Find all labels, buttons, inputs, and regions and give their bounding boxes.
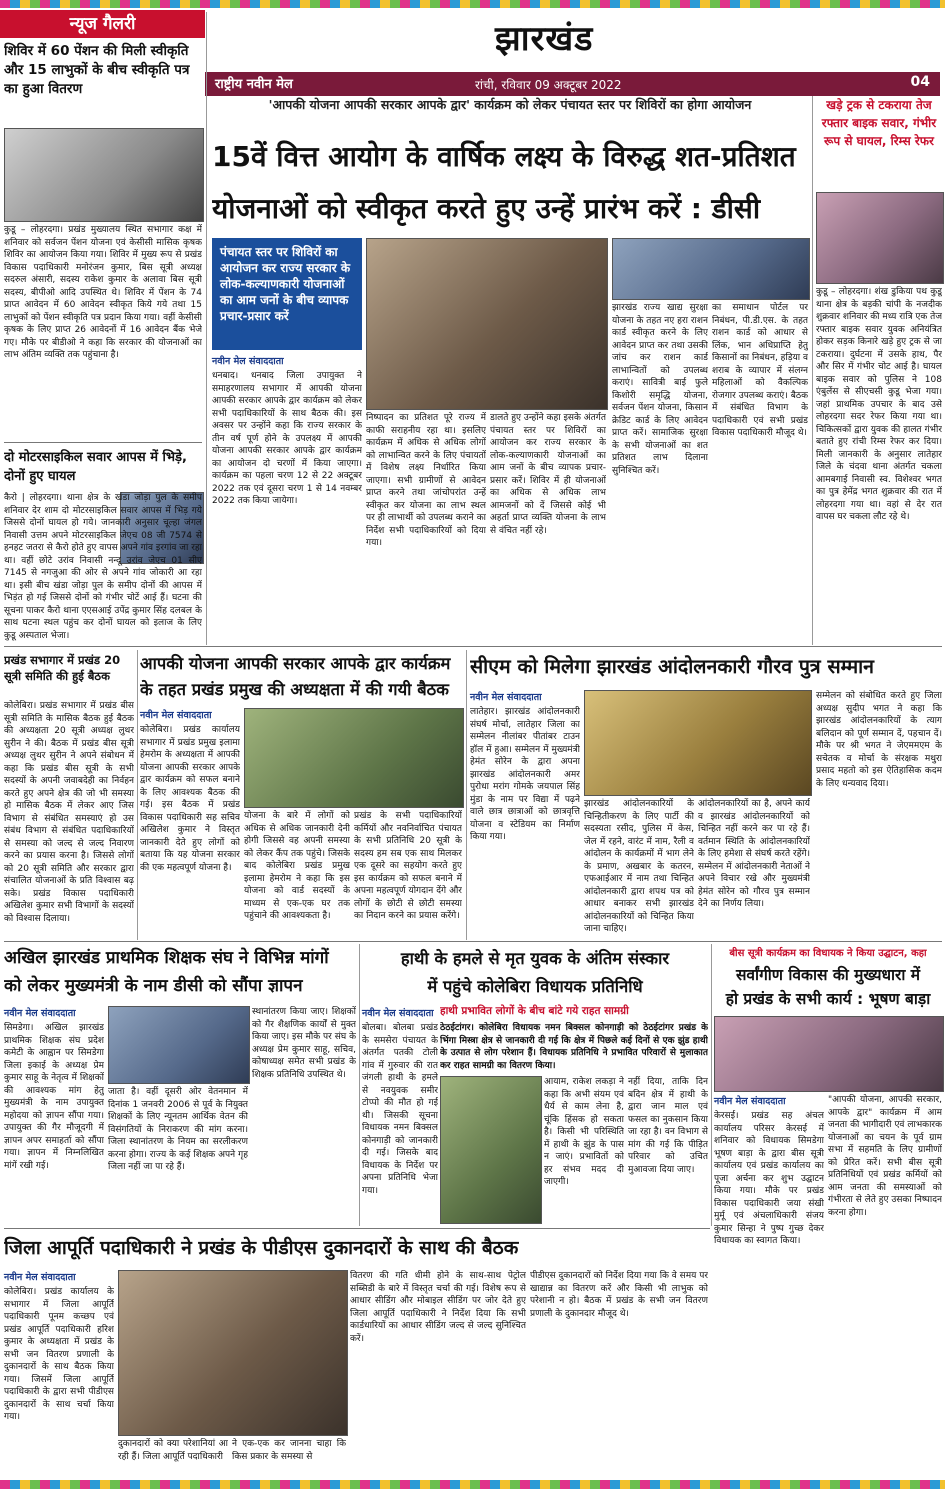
band4-rule	[4, 1228, 710, 1229]
band2-rule-b	[466, 650, 467, 940]
band2a-body: कोलेबिरा। प्रखंड सभागार में प्रखंड बीस सूत्री समिति के मासिक बैठक हुई बैठक की अध्यक्षता 20 सूत्री अध्यक्ष लुथर सुरीन ने की। बैठक में प्रखंड बीस सूत्री अध्यक्ष लुथर सुरीन ने अपने संबोधन में कहा कि प्रखंड बीस सूत्री के सभी सदस्यों के अपनी जवाबदेही का निर्वहन करते हुए अपने क्षेत्र की जो भी समस्या हो मासिक बैठक में लेकर आए जिस विभाग से संबंधित समस्याएं हो उस संबंध विभाग से संबंधित पदाधिकारियों से समस्या को जल्द से जल्द निवारण करने का प्रयास करना है। जिससे लोगों को 20 सूत्री समिति और सरकार द्वारा संचालित योजनाओं के प्रति विश्वास बढ़ सके। प्रखंड विकास पदाधिकारी अखिलेश कुमार सभी विभागों के सदस्यों को विश्वास दिलाया।	[4, 701, 134, 924]
band2b-headline-line1: आपकी योजना आपकी सरकार आपके द्वार कार्यक्रम	[140, 654, 451, 673]
band3c-photo	[714, 1016, 944, 1092]
lead-byline: नवीन मेल संवाददाता	[212, 356, 284, 367]
news-gallery-banner: न्यूज गैलरी	[0, 10, 205, 38]
band3b-col1: बोलबा। बोलबा प्रखंड के समसेरा पंचायत के अंतर्गत पतकी टोली गांव में गुरुवार की रात जंगली हाथी के हमले से नवयुवक समीर टोप्पो की मौत हो गई थी। जिसकी सूचना विधायक नमन बिक्सल कोनगाड़ी को जानकारी दी गई। जिसके बाद विधायक के निर्देश पर अपना प्रतिनिधि भेजा गया।	[362, 1023, 438, 1196]
band3c-byline: नवीन मेल संवाददाता	[714, 1096, 786, 1107]
masthead	[205, 10, 940, 90]
band3b-byline: नवीन मेल संवाददाता	[362, 1008, 434, 1019]
band2c-photo	[584, 690, 812, 796]
lead-col1: धनबाद। धनबाद जिला उपायुक्त ने समाहरणालय सभागार में आपकी योजना आपकी सरकार आपके द्वार कार्यक्रम को लेकर सभी पदाधिकारियों के साथ बैठक की। इस अवसर पर उन्होंने कहा कि राज्य सरकार के तीन वर्ष पूर्ण होने के उपलक्ष्य में आपकी योजना आपकी सरकार आपके द्वार कार्यक्रम का आयोजन दो चरणों में किया जाएगा। कार्यक्रम का पहला चरण 12 से 22 अक्टूबर 2022 तक एवं दूसरा चरण 1 से 14 नवम्बर 2022 तक किया जायेगा।	[212, 371, 362, 506]
lead-headline-line1: 15वें वित्त आयोग के वार्षिक लक्ष्य के विरुद्ध शत-प्रतिशत	[212, 140, 796, 173]
band2b-col2: योजना के बारे में लोगों को अधिक से अधिक जानकारी देनी होगी जिससे वह अपनी समस्या को लेकर कैंप तक पहुंचे। जिसके बाद कोलेबिरा प्रखंड प्रमुख इलामा हेमरोम ने कहा कि इस योजना को वार्ड सदस्यों के माध्यम से एक-एक घर तक पहुंचाने की आवश्यकता है।	[244, 811, 350, 921]
band2b-photo	[244, 708, 464, 808]
band2b-col1: कोलेबिरा। प्रखंड कार्यालय सभागार में प्रखंड प्रमुख इलामा हेमरोम के अध्यक्षता में आपकी योजना आपकी सरकार आपके द्वार कार्यक्रम को सफल बनाने के लिए आवश्यक बैठक की गई। इस बैठक में प्रखंड विकास पदाधिकारी सह सचिव अखिलेश कुमार ने विस्तृत जानकारी देते हुए लोगों को बताया कि यह योजना सरकार की एक महत्वपूर्ण योजना है।	[140, 725, 240, 873]
band3c-headline-line2: हो प्रखंड के सभी कार्य : भूषण बाड़ा	[725, 990, 931, 1008]
band3b-headline-line1: हाथी के हमले से मृत युवक के अंतिम संस्कार	[400, 949, 670, 968]
left-story1-photo	[4, 128, 204, 222]
lead-col2: निष्पादन का प्रतिशत पूरे राज्य में काफी सराहनीय रहा था। इसलिए कार्यक्रम में अधिक से अधिक लोगों को लाभान्वित करने के लिए पंचायतों में विशेष लक्ष्य निर्धारित किया जाएगा। सभी ग्रामीणों से आवेदन प्राप्त करने तथा जांचोपरांत उन्हें स्वीकृत कर योजना का लाभ स्थल पर ही लाभार्थी को उपलब्ध कराने का निर्देश सभी पदाधिकारियों को दिया गया।	[366, 413, 486, 548]
lead-headline-line2: योजनाओं को स्वीकृत करते हुए उन्हें प्रारंभ करें : डीसी	[212, 192, 761, 225]
right-top-photo	[816, 192, 944, 284]
band2b-byline: नवीन मेल संवाददाता	[140, 710, 212, 721]
band3c-headline-line1: सर्वांगीण विकास की मुख्यधारा में	[735, 966, 921, 984]
left-story1-headline: शिविर में 60 पेंशन की मिली स्वीकृति और 15 लाभुकों के बीच स्वीकृति पत्र का हुआ वितरण	[4, 43, 190, 97]
lead-col3: डालते हुए उन्होंने कहा इसके अंतर्गत पंचायत स्तर पर शिविरों का आयोजन कर राज्य सरकार के लोक-कल्याणकारी योजनाओं का आम जनों के बीच व्यापक प्रचार-प्रसार करें। शिविर में ही योजनाओं का अधिक से अधिक लाभ आमजनों को दें जिससे कोई भी अहर्ता प्राप्त व्यक्ति योजना के लाभ से वंचित नहीं रहे।	[490, 413, 606, 536]
right-top-headline: खड़े ट्रक से टकराया तेज रफ्तार बाइक सवार, गंभीर रूप से घायल, रिम्स रेफर	[821, 98, 937, 148]
band2c-col4: सम्मेलन को संबोधित करते हुए जिला अध्यक्ष सुदीप भगत ने कहा कि झारखंड आंदोलनकारियों के त्याग बलिदान को पूर्ण सम्मान दें, पहचान दें। मौके पर श्री भगत ने जेएममएम के सचेतक व मोर्चा के संरक्षक मथुरा प्रसाद महतो को इस ऐतिहासिक कदम के लिए धन्यवाद दिया।	[816, 691, 942, 789]
right-top-body: कुडू – लोहरदगा। शंख डुकिया पथ कुडू थाना क्षेत्र के बड़की चांपी के नजदीक शुक्रवार शनिवार की मध्य रात्रि एक तेज रफ्तार बाइक सवार युवक अनियंत्रित होकर सड़क किनारे खड़े हुए ट्रक से जा टकराया। दुर्घटना में उसके हाथ, पैर और सिर में गंभीर चोट आई है। घायल बाइक सवार को पुलिस ने 108 एंबुलेंस से सीएचसी कुडू भेजा गया। जहां प्राथमिक उपचार के बाद उसे लोहरदगा सदर रेफर किया गया था। चिकित्सकों द्वारा युवक की हालत गंभीर बताते हुए रांची रिम्स रेफर कर दिया। मिली जानकारी के अनुसार लातेहार जिले के चंदवा थाना अंतर्गत चकला आमबगाई निवासी स्व. विशेश्वर भगत का पुत्र हेमेंद्र भगत शुक्रवार की रात में लोहरदगा गया था। वहां से देर रात वापस घर चकला लौट रहे थे।	[816, 287, 942, 522]
band3-rule	[4, 941, 942, 942]
lead-col5: का समाधान पोर्टल पर निबंधन, पी.डी.एस. के तहत राशन कार्ड को आधार से लिंक, भान अधिप्राप्ति हेतु किसानों का निबंधन, हड़िया व शराब के व्यापार में संलग्न महिलाओं को वैकल्पिक रोजगार उपलब्ध कराएं। बैठक में संबंधित विभाग के पदाधिकारी एवं सभी प्रखंड विकास पदाधिकारी मौजूद थे।	[712, 303, 808, 438]
band4-headline: जिला आपूर्ति पदाधिकारी ने प्रखंड के पीडीएस दुकानदारों के साथ की बैठक	[4, 1237, 519, 1259]
band3a-col1: सिमडेगा। अखिल झारखंड प्राथमिक शिक्षक संघ प्रदेश कमेटी के आह्वान पर सिमडेगा जिला इकाई के अध्यक्ष प्रेम कुमार साहू के नेतृत्व में शिक्षकों की आवश्यक मांग हेतु मुख्यमंत्री के नाम उपायुक्त महोदया को ज्ञापन सौंपा गया। उपायुक्त की गैर मौजूदगी में ज्ञापन अपर समाहर्ता को सौंपा गया। ज्ञापन में निम्नलिखित मांगें रखी गई।	[4, 1023, 104, 1171]
band3b-col3: नहीं दिया, ताकि दिन बदिन क्षेत्र में हाथी के द्वारा जान माल एवं फसल का नुकसान किया जा रहा है। वन विभाग से मांग की गई कि पीड़ित परिवार को उचित मुआवजा दिया जाए।	[628, 1077, 708, 1175]
band4-byline: नवीन मेल संवाददाता	[4, 1272, 76, 1283]
band2c-byline: नवीन मेल संवाददाता	[470, 692, 542, 703]
band2a-headline: प्रखंड सभागार में प्रखंड 20 सूत्री समिति की हुई बैठक	[4, 653, 121, 683]
band3b-headline-line2: में पहुंचे कोलेबिरा विधायक प्रतिनिधि	[427, 977, 643, 996]
left-divider	[4, 442, 202, 443]
band3c-tagline: बीस सूत्री कार्यक्रम का विधायक ने किया उद्घाटन, कहा	[729, 948, 927, 959]
band4-col2: दुकानदारों को क्या परेशानियां आ रही हैं। जिला आपूर्ति पदाधिकारी	[118, 1439, 228, 1462]
lead-kicker: 'आपकी योजना आपकी सरकार आपके द्वार' कार्यक्रम को लेकर पंचायत स्तर पर शिविरों का होगा आयोजन	[268, 97, 752, 112]
band4-col1: कोलेबिरा। प्रखंड कार्यालय के सभागार में जिला आपूर्ति पदाधिकारी पूनम कच्छप एवं प्रखंड आपूर्ति पदाधिकारी हरिश कुमार के अध्यक्षता में प्रखंड के सभी जन वितरण प्रणाली के दुकानदारों के साथ बैठक किया गया। जिसमें जिला आपूर्ति पदाधिकारी के द्वारा सभी पीडीएस दुकानदारों के साथ चर्चा किया गया।	[4, 1287, 114, 1422]
band2-rule	[4, 646, 942, 647]
lead-photo	[366, 238, 608, 410]
band2c-headline: सीएम को मिलेगा झारखंड आंदोलनकारी गौरव पुत्र सम्मान	[470, 655, 875, 678]
band2c-col3: आंदोलनकारियों का है, अपने कार्य व झारखंड आंदोलनकारियों को चिन्हित नहीं करने कर पा रहे हैं। वर्तमान स्थिति के आंदोलनकारियों के लिए हमेशा से संघर्ष करते रहेंगे। सम्मेलन में आंदोलनकारी नेताओं ने अपने विचार रखे और मुख्यमंत्री हेमंत सोरेन को गौरव पुत्र सम्मान देने का निर्णय लिया।	[698, 799, 810, 909]
page-number: 04	[910, 74, 930, 90]
band3a-col2: जाता है। वहीं दूसरी ओर वेतनमान में दिनांक 1 जनवरी 2006 से पूर्व के नियुक्त शिक्षकों के लिए न्यूनतम आर्थिक वेतन की विसंगतियों के निराकरण की मांग करना। जिला स्थानांतरण के नियम का सरलीकरण करना होगा। राज्य के कई शिक्षक अपने गृह जिला नहीं जा पा रहे हैं।	[108, 1087, 248, 1172]
paper-name: राष्ट्रीय नवीन मेल	[215, 77, 293, 92]
right-column-rule	[812, 96, 813, 645]
left-story2-body: कैरो | लोहरदगा। थाना क्षेत्र के खंडा जोड़ा पुल के समीप शनिवार देर शाम दो मोटरसाइकिल सवार आपस में भिड़ गये जिससे दोनों घायल हो गये। जानकारी अनुसार चूल्हा जंगल निवासी उत्तम अपने मोटरसाइकिल जेएच 08 जी 7574 से हनहट जतरा से कैरो होते हुए वापस अपने गांव इरगांव जा रहा था। वहीं छोटे उरांव निवासी नन्दू उरांव जेएच 01 सीए 7145 से नगजुआ की ओर से अपने गांव जोकारी आ रहा था। इसी बीच खंडा जोड़ा पुल के समीप दोनों की आपस में भिड़ंत हो गई जिससे दोनों को गंभीर चोटें आई हैं। घटना की सूचना पाकर कैरो थाना एएसआई उपेंद्र कुमार सिंह दलबल के साथ घटना स्थल पहुंच कर दोनों घायल को इलाज के लिए कुडू अस्पताल भेजा।	[4, 493, 202, 641]
lead-col4: झारखंड राज्य खाद्य सुरक्षा योजना के तहत नए हरा राशन कार्ड स्वीकृत करने के लिए आवेदन प्राप्त कर तथा उसकी जांच कर राशन कार्ड लाभान्वितों को उपलब्ध कराएं। सावित्री बाई फुले किशोरी समृद्धि योजना, सर्वजन पेंशन योजना, किसान क्रेडिट कार्ड के लिए आवेदन प्राप्त करें। सामाजिक सुरक्षा के सभी योजनाओं का शत प्रतिशत लाभ दिलाना सुनिश्चित करें।	[612, 303, 708, 476]
band3a-photo	[108, 1006, 250, 1084]
band4-col4: वितरण की गति धीमी होने के साथ-साथ पेट्रोल सब्सिडी के बारे में विस्तृत चर्चा की गई। विशेष रूप से आधार सीडिंग और मोबाइल सीडिंग पर जोर देते हुए जिला आपूर्ति पदाधिकारी ने निर्देश दिया कि सभी कार्डधारियों का आधार सीडिंग जल्द से जल्द सुनिश्चित करें।	[350, 1271, 526, 1344]
band4-col5: पीडीएस दुकानदारों को निर्देश दिया गया कि वे समय पर खाद्यान्न का वितरण करें और किसी भी लाभुक को परेशानी न हो। बैठक में प्रखंड के सभी जन वितरण प्रणाली के दुकानदार मौजूद थे।	[530, 1271, 708, 1319]
top-color-strip	[0, 0, 945, 8]
band2-rule-a	[137, 650, 138, 940]
band3b-subhead: हाथी प्रभावित लोगों के बीच बांटे गये राहत सामग्री	[440, 1005, 629, 1017]
left-story2-headline: दो मोटरसाइकिल सवार आपस में भिड़े, दोनों हुए घायल	[4, 450, 187, 484]
band3b-lead: ठेठईटांगर। कोलेबिरा विधायक नमन बिक्सल कोनगाड़ी को ठेठईटांगर प्रखंड के भिंगा मिस्त्रा क्षेत्र से जानकारी दी गई कि क्षेत्र में पिछले कई दिनों से एक झुंड हाथी के उत्पात से लोग परेशान हैं। विधायक प्रतिनिधि ने प्रभावित परिवारों से मुलाकात कर राहत सामग्री का वितरण किया।	[440, 1023, 708, 1071]
band3a-headline-line2: को लेकर मुख्यमंत्री के नाम डीसी को सौंपा ज्ञापन	[4, 976, 303, 996]
band2c-col1: लातेहार। झारखंड आंदोलनकारी संघर्ष मोर्चा, लातेहार जिला का सम्मेलन नीलांबर पीतांबर टाउन हॉल में हुआ। सम्मेलन में मुख्यमंत्री हेमंत सोरेन के द्वारा अपना झारखंड आंदोलनकारी अमर पुरोधा मरांग गोमके जयपाल सिंह मुंडा के नाम पर विद्या में पढ़ने वाले छात्र छात्राओं को छात्रवृत्ति योजना व स्टेडियम का निर्माण किया गया।	[470, 707, 580, 842]
band3c-col2: "आपकी योजना, आपकी सरकार, आपके द्वार" कार्यक्रम में आम जनता की भागीदारी एवं लाभकारक योजनाओं का चयन के पूर्व ग्राम सभा में सहमति के लिए ग्रामीणों को प्रेरित करें। सभी बीस सूत्री प्रतिनिधियों एवं प्रखंड कर्मियों को आम जनता की समस्याओं को गंभीरता से लेते हुए उसका निष्पादन करना होगा।	[828, 1095, 942, 1218]
dateline: रांची, रविवार 09 अक्टूबर 2022	[475, 78, 622, 92]
band3b-col2: आयाम, राकेश लकड़ा ने कहा कि अभी संयम एवं धैर्य से काम लेना है, चूंकि हिंसक हो सकता है। किसी भी परिस्थिति में हाथी के झुंड के पास न जाएं। प्रभावितों को हर संभव मदद दी जाएगी।	[544, 1077, 624, 1187]
left-column-rule	[206, 12, 207, 645]
band3a-headline-line1: अखिल झारखंड प्राथमिक शिक्षक संघ ने विभिन्न मांगों	[4, 948, 329, 968]
lead-pull-quote: पंचायत स्तर पर शिविरों का आयोजन कर राज्य सरकार के लोक-कल्याणकारी योजनाओं का आम जनों के बीच व्यापक प्रचार-प्रसार करें	[212, 238, 362, 350]
band2b-headline-line2: के तहत प्रखंड प्रमुख की अध्यक्षता में की गयी बैठक	[140, 680, 449, 699]
band2b-col3: प्रखंड के सभी पदाधिकारियों कर्मियों और नवनिर्वाचित पंचायत के सभी प्रतिनिधि 20 सूत्री के सदस्य हम सब एक साथ मिलकर एक दूसरे का सहयोग करते हुए इस कार्यक्रम को सफल बनाने में अपना महत्वपूर्ण योगदान देंगे और लोगों के छोटी से छोटी समस्या का निदान करने का प्रयास करेंगे।	[354, 811, 462, 921]
band3a-byline: नवीन मेल संवाददाता	[4, 1008, 76, 1019]
band3b-photo	[440, 1076, 542, 1224]
lead-photo-2	[612, 238, 810, 300]
section-title: झारखंड	[495, 19, 594, 59]
band3c-col1: केरसई। प्रखंड सह अंचल कार्यालय परिसर केरसई में शनिवार को विधायक सिमडेगा भूषण बाड़ा के द्वारा बीस सूत्री कार्यालय एवं प्रखंड कार्यालय का पूजा अर्चना कर शुभ उद्घाटन किया गया। मौके पर प्रखंड विकास पदाधिकारी जया संखी मुर्मू एवं अंचलाधिकारी संजय कुमार सिन्हा ने पुष्प गुच्छ देकर विधायक का स्वागत किया।	[714, 1111, 824, 1246]
bottom-color-strip	[0, 1480, 945, 1489]
band3a-col3: स्थानांतरण किया जाए। शिक्षकों को गैर शैक्षणिक कार्यों से मुक्त किया जाए। इस मौके पर संघ के अध्यक्ष प्रेम कुमार साहू, सचिव, कोषाध्यक्ष समेत सभी प्रखंड के शिक्षक प्रतिनिधि उपस्थित थे।	[252, 1007, 356, 1080]
band2c-col2: झारखंड आंदोलनकारियों के चिन्हितीकरण के लिए पार्टी की सदस्यता रसीद, पुलिस में केस, जेल में रहने, वारंट में नाम, रैली व आंदोलन के कार्यक्रमों में भाग लेने के प्रमाण, अखबार के कतरन, एफआईआर में नाम तथा चिन्हित आंदोलनकारी द्वारा शपथ पत्र को आधार बनाकर सभी झारखंड आंदोलनकारियों को चिन्हित किया जाना चाहिए।	[584, 799, 694, 934]
band3-rule-b	[711, 944, 712, 1226]
band4-photo	[118, 1270, 348, 1436]
band3-rule-a	[359, 944, 360, 1226]
band4-col3: ने एक-एक कर जानना चाहा कि किस प्रकार के समस्या से	[232, 1439, 346, 1462]
left-story1-body: कुडू – लोहरदगा। प्रखंड मुख्यालय स्थित सभागार कक्ष में शनिवार को सर्वजन पेंशन योजना एवं केसीसी मासिक कृषक शिविर का आयोजन किया गया। शिविर में मुख्य रूप से प्रखंड विकास पदाधिकारी मनोरंजन कुमार, बिस सूत्री अध्यक्ष सदरुल अंसारी, सदस्य राकेश कुमार के अलावा बिस सूत्री सदस्य, बीपीओ आदि उपस्थित थे। शिविर में पेंशन के 74 प्राप्त आवेदन में 60 आवेदन स्वीकृत किये गये तथा 15 लाभुकों को पेंशन स्वीकृति पत्र प्रदान किया गया। वहीं केसीसी कृषक के लिए प्राप्त 26 आवेदनों में 16 आवेदन बैंक भेजे गए। मौके पर बीडीओ ने कहा कि सरकार की योजनाओं का लाभ अंतिम व्यक्ति तक पहुंचाना है।	[4, 225, 202, 360]
